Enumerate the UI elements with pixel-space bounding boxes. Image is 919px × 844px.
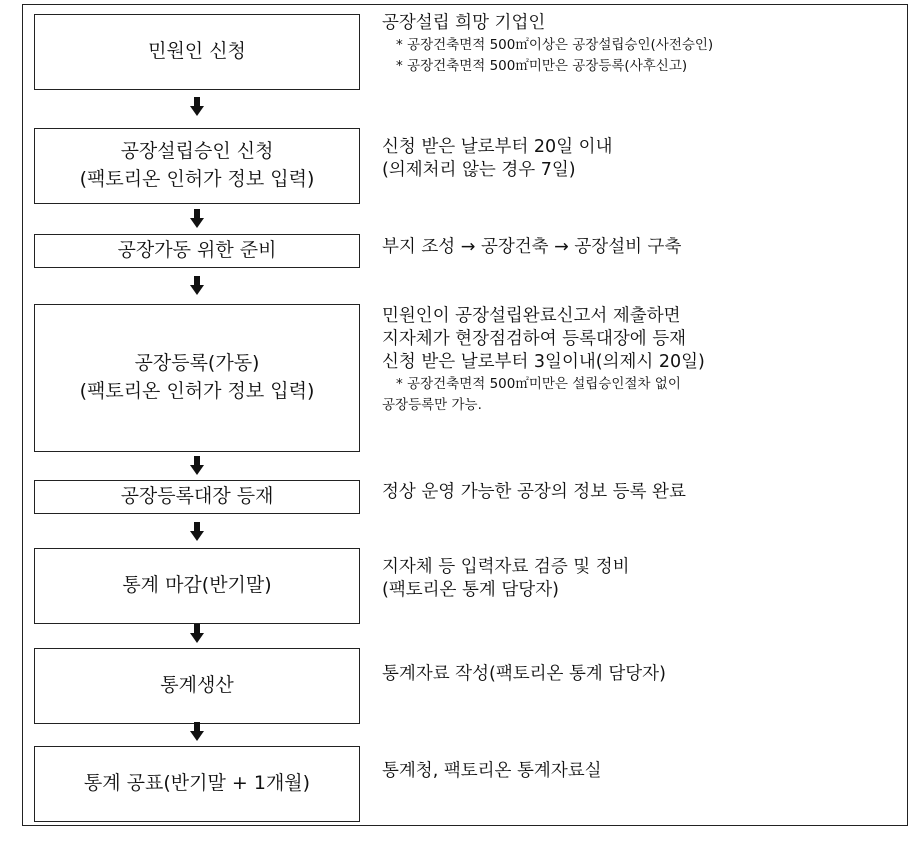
description-line: 통계청, 팩토리온 통계자료실 <box>382 761 602 781</box>
step-label: 통계 공표(반기말 + 1개월) <box>83 772 311 795</box>
description-line: 민원인이 공장설립완료신고서 제출하면 <box>382 306 681 326</box>
description-note: * 공장건축면적 500㎡미만은 설립승인절차 없이 <box>396 376 681 393</box>
step-box-stats-production <box>34 648 360 724</box>
step-description-registry-entry <box>382 481 887 504</box>
step-label: 공장가동 위한 준비 <box>117 239 277 262</box>
down-arrow-icon <box>190 522 204 542</box>
description-line: 정상 운영 가능한 공장의 정보 등록 완료 <box>382 482 686 502</box>
down-arrow-icon <box>190 722 204 742</box>
description-note: * 공장건축면적 500㎡미만은 공장등록(사후신고) <box>396 58 688 75</box>
step-box-approval-request <box>34 128 360 204</box>
step-box-operation-prep <box>34 234 360 268</box>
description-line: (팩토리온 통계 담당자) <box>382 580 559 601</box>
down-arrow-icon <box>190 209 204 229</box>
step-label: 통계 마감(반기말) <box>122 574 272 597</box>
down-arrow-icon <box>190 276 204 296</box>
description-note: 공장등록만 가능. <box>382 397 482 414</box>
step-label: 공장설립승인 신청 <box>120 140 274 163</box>
description-line: 신청 받은 날로부터 3일이내(의제시 20일) <box>382 352 705 373</box>
description-line: 공장설립 희망 기업인 <box>382 13 546 33</box>
step-description-approval-request <box>382 136 887 182</box>
down-arrow-icon <box>190 97 204 117</box>
step-label: (팩토리온 인허가 정보 입력) <box>79 380 315 402</box>
description-line: 신청 받은 날로부터 20일 이내 <box>382 137 613 157</box>
down-arrow-icon <box>190 456 204 476</box>
description-line: 통계자료 작성(팩토리온 통계 담당자) <box>382 664 666 684</box>
step-description-operation-prep <box>382 236 887 259</box>
step-box-stats-closing <box>34 548 360 624</box>
step-box-stats-release <box>34 746 360 822</box>
step-box-factory-registration <box>34 304 360 452</box>
step-label: 공장등록(가동) <box>134 352 260 375</box>
step-box-applicant-request <box>34 14 360 90</box>
step-label: 공장등록대장 등재 <box>120 485 274 508</box>
step-label: 민원인 신청 <box>148 40 246 63</box>
step-description-factory-registration <box>382 305 887 416</box>
description-line: 지자체가 현장점검하여 등록대장에 등재 <box>382 329 687 350</box>
down-arrow-icon <box>190 624 204 644</box>
description-line: (의제처리 않는 경우 7일) <box>382 160 576 181</box>
step-label: 통계생산 <box>160 674 234 697</box>
step-description-applicant-request <box>382 12 887 77</box>
step-box-registry-entry <box>34 480 360 514</box>
step-description-stats-closing <box>382 556 887 602</box>
description-line: 부지 조성 → 공장건축 → 공장설비 구축 <box>382 237 682 257</box>
step-label: (팩토리온 인허가 정보 입력) <box>79 168 315 190</box>
description-note: * 공장건축면적 500㎡이상은 공장설립승인(사전승인) <box>396 37 714 54</box>
step-description-stats-production <box>382 663 887 686</box>
description-line: 지자체 등 입력자료 검증 및 정비 <box>382 557 630 577</box>
step-description-stats-release <box>382 760 887 783</box>
